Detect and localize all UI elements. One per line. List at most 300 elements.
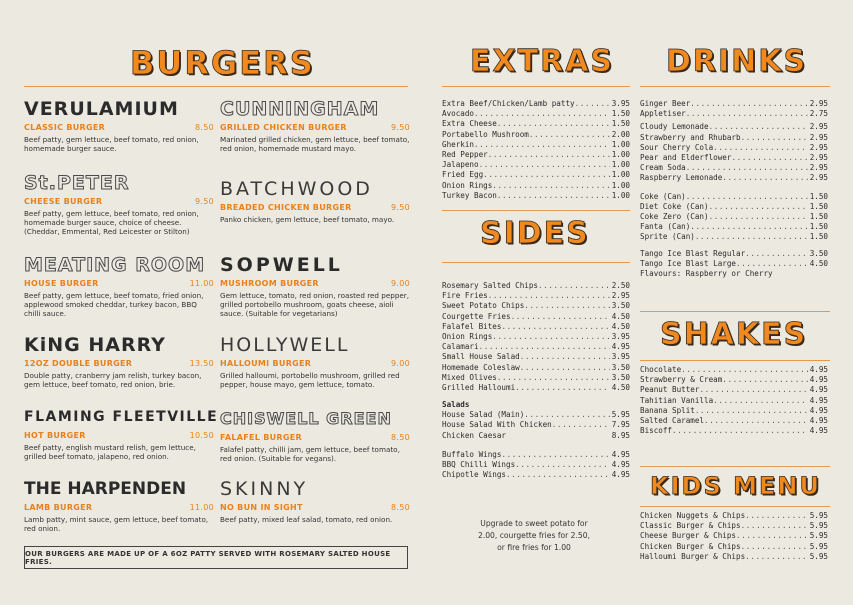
burger-name: SKINNY [220,478,309,500]
item-price: 3.95 [611,352,630,362]
item-label: Extra Cheese [442,119,497,129]
item-price: 1.00 [611,190,630,200]
leader-dots [690,222,807,232]
leader-dots [501,322,609,332]
upgrade-line: 2.00, courgette fries for 2.50, [477,531,590,540]
leader-dots [713,396,808,406]
list-item [640,552,828,562]
burger-flaming-fleetville [24,406,219,461]
burger-price: 11.00 [189,279,214,288]
burger-chiswell-green [220,408,410,463]
leader-dots [690,99,807,109]
item-label: Portabello Mushroom [442,129,529,139]
list-item [640,531,828,541]
burger-description: Grilled halloumi, portobello mushroom, grilled red pepper, house mayo, gem lettuce, tomato. [220,371,400,389]
leader-dots [741,542,808,552]
sides-list [442,281,630,480]
leader-dots [731,153,807,163]
item-price: 3.95 [611,99,630,108]
burger-price: 10.50 [189,431,214,440]
burger-verulamium [24,98,214,153]
list-item [640,143,828,153]
list-item [442,450,630,460]
item-price: 5.95 [809,511,828,520]
list-item [442,170,630,180]
item-price: 4.95 [809,405,828,415]
list-item [640,192,828,202]
leader-dots [741,521,808,531]
list-item [442,312,630,322]
item-price: 3.95 [611,332,630,342]
item-label: Biscoff [640,426,673,436]
burger-meating-room [24,254,214,318]
list-item [442,322,630,332]
leader-dots [686,163,808,173]
kids-rule-top [640,466,830,467]
burger-type: 12OZ DOUBLE BURGER [24,359,133,368]
drinks-title: DRINKS [666,44,808,79]
list-item [442,181,630,191]
list-item [640,232,828,242]
item-price: 2.95 [809,173,828,183]
item-label: House Salad (Main) [442,410,525,420]
item-label: Halloumi Burger & Chips [640,551,746,561]
item-price: 3.50 [611,362,630,372]
item-label: Onion Rings [442,332,493,342]
list-item [640,249,828,259]
leader-dots [709,212,808,222]
item-price: 3.50 [611,301,630,311]
leader-dots [709,202,808,212]
leader-dots [713,143,808,153]
list-item [640,375,828,385]
burger-type: CLASSIC BURGER [24,123,106,132]
item-price: 2.95 [809,122,828,132]
burger-name: THE HARPENDEN [24,479,187,499]
list-item [442,332,630,342]
burger-price: 9.00 [390,279,410,288]
list-item [640,426,828,436]
burger-type: HALLOUMI BURGER [220,359,312,368]
item-label: Appletiser [640,109,686,119]
burger-price: 11.00 [189,503,214,512]
item-price: 4.95 [809,416,828,426]
burger-price: 13.50 [189,359,214,368]
item-price: 4.50 [611,383,630,393]
item-price: 4.95 [611,460,630,470]
item-label: Falafel Bites [442,321,502,331]
item-label: Mixed Olives [442,372,497,382]
leader-dots [736,259,808,269]
burger-name: BATCHWOOD [220,178,373,200]
list-item [640,109,828,119]
leader-dots [479,160,610,170]
list-item [442,342,630,352]
item-label: Raspberry Lemonade [640,173,723,183]
shakes-list [640,365,828,436]
list-item [640,511,828,521]
leader-dots [520,352,610,362]
kids-list [640,511,828,562]
item-label: Sour Cherry Cola [640,142,714,152]
item-label: Homemade Coleslaw [442,362,520,372]
burger-sopwell [220,254,410,318]
leader-dots [704,416,808,426]
upgrade-line: Upgrade to sweet potato for [480,519,588,528]
burger-type: CHEESE BURGER [24,197,103,206]
item-price: 2.95 [809,163,828,173]
shakes-rule-bottom [640,360,830,361]
sides-title: SIDES [480,216,590,251]
item-price: 2.95 [809,132,828,142]
leader-dots [515,383,610,393]
leader-dots [709,122,808,132]
leader-dots [483,170,610,180]
burger-cunningham [220,98,410,153]
item-label: Fire Fries [442,291,488,301]
item-label: Avocado [442,109,475,119]
leader-dots [699,385,807,395]
burger-type: HOUSE BURGER [24,279,99,288]
list-item [640,99,828,109]
item-label: Extra Beef/Chicken/Lamb patty [442,99,575,108]
leader-dots [474,140,610,150]
list-item [640,122,828,132]
list-item [442,410,630,420]
upgrade-line: or fire fries for 1.00 [497,543,571,552]
item-label: Gherkin [442,139,475,149]
burger-price: 9.00 [390,359,410,368]
item-price: 4.95 [809,365,828,374]
burger-name: HOLLYWELL [220,334,350,356]
burger-description: Beef patty, gem lettuce, beef tomato, fried onion, applewood smoked cheddar, turkey bacon, BBQ chilli sauce. [24,291,204,318]
item-price: 1.50 [809,212,828,222]
burger-name: MEATING ROOM [24,254,206,276]
list-item [442,420,630,430]
burger-type: NO BUN IN SIGHT [220,503,303,512]
burger-price: 9.50 [194,197,214,206]
leader-dots [492,332,609,342]
item-label: Classic Burger & Chips [640,521,741,531]
burger-description: Gem lettuce, tomato, red onion, roasted red pepper, grilled portobello mushroom, goats cheese, aioli sauce. (Suitable for vegetarians) [220,291,410,318]
leader-dots [722,375,807,385]
item-price: 4.50 [611,321,630,331]
leader-dots [736,531,808,541]
burger-hollywell [220,334,410,389]
burger-description: Falafel patty, chilli jam, gem lettuce, beef tomato, red onion. (Suitable for vegans). [220,445,400,463]
item-price: 2.00 [611,129,630,139]
leader-dots [511,312,610,322]
burger-description: Marinated grilled chicken, gem lettuce, beef tomato, red onion, homemade mustard mayo. [220,135,410,153]
item-label: Coke Zero (Can) [640,212,709,222]
burger-name: CHISWELL GREEN [220,409,392,428]
item-label: Calamari [442,342,479,352]
item-label: Diet Coke (Can) [640,201,709,211]
item-price: 3.50 [809,248,828,258]
leader-dots [497,119,610,129]
leader-dots [695,232,808,242]
item-price: 1.50 [809,232,828,242]
item-label: Small House Salad [442,352,520,362]
list-item [640,212,828,222]
item-price: 1.00 [611,139,630,149]
item-price: 1.50 [809,191,828,201]
list-item [442,363,630,373]
leader-dots [497,191,610,201]
leader-dots [722,173,807,183]
shakes-rule-top [640,311,830,312]
leader-dots [501,450,609,460]
item-price: 1.50 [611,109,630,119]
burger-description: Double patty, cranberry jam relish, turkey bacon, gem lettuce, beef tomato, red onion, brie. [24,371,202,389]
burger-type: HOT BURGER [24,431,86,440]
leader-dots [741,133,808,143]
extras-list [442,99,630,201]
extras-rule [442,86,630,87]
burger-batchwood [220,178,410,224]
item-label: Fried Egg [442,170,484,180]
leader-dots [538,281,610,291]
item-price: 4.95 [809,375,828,385]
burger-price: 9.50 [390,203,410,212]
drinks-list [640,99,828,279]
list-item [442,301,630,311]
item-label: House Salad With Chicken [442,420,552,430]
leader-dots [552,420,610,430]
leader-dots [745,511,808,521]
burgers-rule [24,86,408,87]
item-label: Chipotle Wings [442,470,507,480]
list-item [442,140,630,150]
burger-description: Beef patty, gem lettuce, beef tomato, red onion, homemade burger sauce, choice of cheese. (Cheddar, Emmental, Red Leicester or Stilton) [24,209,199,236]
item-price: 1.50 [611,119,630,129]
item-price: 1.50 [809,222,828,232]
flavours-note: Flavours: Raspberry or Cherry [640,269,773,279]
item-label: Chicken Burger & Chips [640,541,741,551]
item-price: 8.95 [611,430,630,440]
item-label: BBQ Chilli Wings [442,460,516,470]
kids-title: KIDS MENU [650,472,821,500]
list-item [442,383,630,393]
item-label: Tango Ice Blast Large [640,258,737,268]
list-item [442,191,630,201]
item-price: 2.95 [809,153,828,163]
list-item [442,291,630,301]
item-label: Buffalo Wings [442,449,502,459]
item-label: Courgette Fries [442,311,511,321]
item-label: Rosemary Salted Chips [442,281,539,290]
item-label: Chocolate [640,365,682,374]
leader-dots [695,406,808,416]
item-label: Banana Split [640,405,695,415]
burger-name: SOPWELL [220,254,343,276]
burger-price: 8.50 [194,123,214,132]
list-item [442,281,630,291]
leader-dots [479,342,610,352]
leader-dots [681,365,808,375]
list-item [442,352,630,362]
list-item [640,173,828,183]
item-price: 1.00 [611,170,630,180]
burger-price: 9.50 [390,123,410,132]
list-item [442,373,630,383]
list-item [640,385,828,395]
burger-the-harpenden [24,478,214,533]
leader-dots [497,373,610,383]
leader-dots [488,150,610,160]
item-price: 5.95 [809,521,828,531]
item-price: 4.95 [809,385,828,395]
burger-name: VERULAMIUM [24,98,179,120]
item-price: 2.95 [809,142,828,152]
burger-st-peter [24,172,214,236]
list-item [640,365,828,375]
leader-dots [575,99,610,109]
burger-type: MUSHROOM BURGER [220,279,319,288]
item-label: Onion Rings [442,180,493,190]
item-label: Salted Caramel [640,416,705,426]
item-label: Sprite (Can) [640,232,695,242]
sides-rule-top [442,210,630,211]
burger-type: LAMB BURGER [24,503,93,512]
item-price: 4.95 [809,395,828,405]
list-item [640,406,828,416]
list-item [640,133,828,143]
item-label: Peanut Butter [640,385,700,395]
leader-dots [529,130,610,140]
item-label: Strawberry & Cream [640,375,723,385]
burger-description: Beef patty, gem lettuce, beef tomato, red onion, homemade burger sauce. [24,135,199,153]
item-price: 4.95 [611,470,630,480]
burger-description: Beef patty, mixed leaf salad, tomato, red onion. [220,515,393,524]
list-item [640,396,828,406]
burger-type: FALAFEL BURGER [220,433,302,442]
leader-dots [520,363,610,373]
list-item [442,160,630,170]
leader-dots [515,460,610,470]
leader-dots [686,109,808,119]
item-price: 4.50 [611,311,630,321]
leader-dots [672,426,808,436]
burger-price: 8.50 [390,503,410,512]
sides-rule-bottom [442,262,630,263]
item-price: 1.00 [611,150,630,160]
item-price: 4.95 [611,449,630,459]
item-price: 7.95 [611,420,630,430]
list-item [442,431,630,441]
list-item [442,470,630,480]
item-price: 2.95 [611,291,630,301]
burger-name: FLAMING FLEETVILLE [24,409,219,425]
burger-type: BREADED CHICKEN BURGER [220,203,352,212]
salads-heading: Salads [442,400,470,410]
item-label: Cheese Burger & Chips [640,531,737,541]
item-price: 5.95 [611,410,630,420]
list-item [442,119,630,129]
burger-price: 8.50 [390,433,410,442]
leader-dots [492,181,609,191]
item-price: 4.95 [611,342,630,352]
list-item [442,150,630,160]
kids-rule-bottom [640,506,830,507]
item-price: 1.00 [611,180,630,190]
item-label: Cloudy Lemonade [640,122,709,132]
item-label: Chicken Nuggets & Chips [640,511,746,520]
item-price: 1.50 [809,201,828,211]
burger-king-harry [24,334,214,389]
burger-description: Panko chicken, gem lettuce, beef tomato, mayo. [220,215,395,224]
list-item [442,130,630,140]
leader-dots [474,109,610,119]
burger-name: KiNG HARRY [24,334,166,356]
burger-description: Lamb patty, mint sauce, gem lettuce, beef tomato, red onion. [24,515,209,533]
shakes-title: SHAKES [660,317,808,352]
list-item [640,222,828,232]
list-item [442,109,630,119]
burger-footer-note: OUR BURGERS ARE MADE UP OF A 6OZ PATTY SERVED WITH ROSEMARY SALTED HOUSE FRIES. [24,546,408,569]
item-price: 2.75 [809,109,828,119]
extras-title: EXTRAS [470,44,615,79]
item-price: 2.95 [809,99,828,108]
item-label: Tango Ice Blast Regular [640,248,746,258]
list-item [640,153,828,163]
item-price: 4.95 [809,426,828,436]
item-label: Tahitian Vanilla [640,395,714,405]
item-price: 4.50 [809,258,828,268]
burger-name: CUNNINGHAM [220,98,380,120]
item-price: 2.50 [611,281,630,290]
item-price: 5.95 [809,531,828,541]
burger-type: GRILLED CHICKEN BURGER [220,123,347,132]
leader-dots [524,301,609,311]
leader-dots [506,470,610,480]
item-label: Chicken Caesar [442,430,507,440]
item-label: Sweet Potato Chips [442,301,525,311]
item-label: Turkey Bacon [442,190,497,200]
burger-name: St.PETER [24,172,130,194]
burgers-title: BURGERS [130,44,315,82]
item-price: 5.95 [809,541,828,551]
list-item [640,416,828,426]
item-price: 1.00 [611,160,630,170]
list-item [640,202,828,212]
burger-description: Beef patty, english mustard relish, gem lettuce, grilled beef tomato, jalapeno, red onion. [24,443,196,461]
list-item [640,542,828,552]
drinks-rule [640,86,830,87]
item-label: Pear and Elderflower [640,153,732,163]
leader-dots [686,192,808,202]
list-item [640,163,828,173]
leader-dots [745,552,808,562]
item-label: Jalapeno [442,160,479,170]
upgrade-note [442,518,626,554]
item-label: Red Pepper [442,150,488,160]
leader-dots [524,410,609,420]
item-label: Coke (Can) [640,191,686,201]
item-label: Fanta (Can) [640,222,691,232]
list-item [442,460,630,470]
list-item [442,99,630,109]
item-label: Grilled Halloumi [442,383,516,393]
item-label: Strawberry and Rhubarb [640,132,741,142]
leader-dots [745,249,808,259]
item-label: Cream Soda [640,163,686,173]
item-label: Ginger Beer [640,99,691,108]
item-price: 5.95 [809,551,828,561]
leader-dots [488,291,610,301]
item-price: 3.50 [611,372,630,382]
burger-skinny [220,478,410,524]
